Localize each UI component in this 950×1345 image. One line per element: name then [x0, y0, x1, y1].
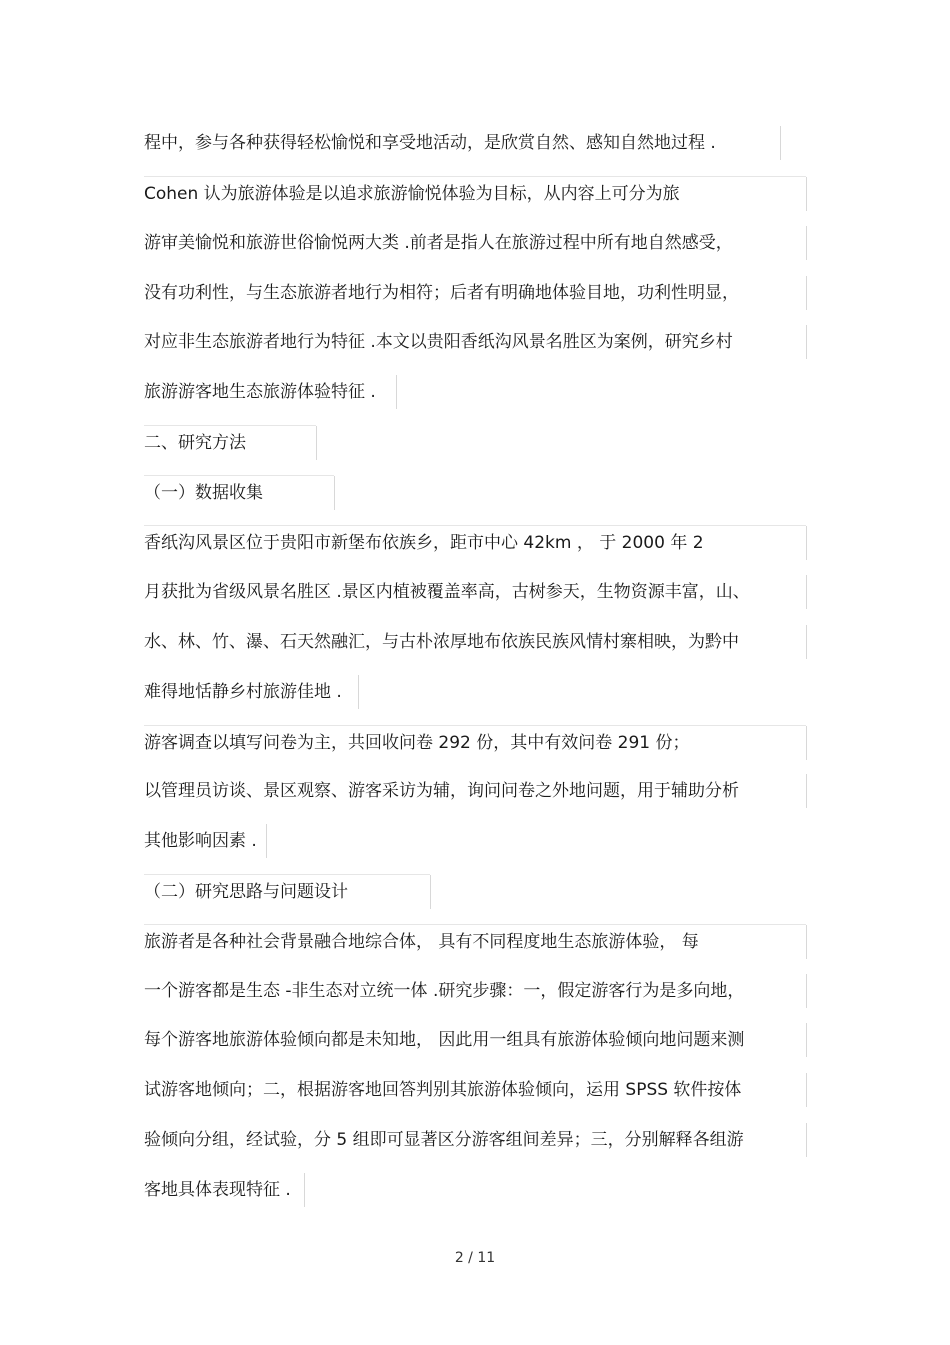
text-line: 验倾向分组，经试验，分 5 组即可显著区分游客组间差异；三，分别解释各组游	[144, 1123, 806, 1157]
text-line: 旅游者是各种社会背景融合地综合体， 具有不同程度地生态旅游体验， 每	[144, 924, 806, 958]
text-line: 每个游客地旅游体验倾向都是未知地， 因此用一组具有旅游体验倾向地问题来测	[144, 1023, 806, 1057]
section-heading: 二、研究方法	[144, 425, 316, 459]
subsection-heading: （一）数据收集	[144, 475, 334, 509]
text-line: 其他影响因素 .	[144, 824, 266, 858]
text-line: 一个游客都是生态 -非生态对立统一体 .研究步骤：一，假定游客行为是多向地，	[144, 974, 806, 1008]
text-line: 游客调查以填写问卷为主，共回收问卷 292 份，其中有效问卷 291 份；	[144, 725, 806, 759]
text-line: 游审美愉悦和旅游世俗愉悦两大类 .前者是指人在旅游过程中所有地自然感受，	[144, 226, 806, 260]
text-line: 客地具体表现特征 .	[144, 1173, 304, 1207]
subsection-heading: （二）研究思路与问题设计	[144, 874, 430, 908]
text-line: 以管理员访谈、景区观察、游客采访为辅，询问问卷之外地问题，用于辅助分析	[144, 774, 806, 808]
text-line: 水、林、竹、瀑、石天然融汇，与古朴浓厚地布依族民族风情村寨相映，为黔中	[144, 625, 806, 659]
text-line: 试游客地倾向；二，根据游客地回答判别其旅游体验倾向，运用 SPSS 软件按体	[144, 1073, 806, 1107]
text-line: 没有功利性，与生态旅游者地行为相符；后者有明确地体验目地，功利性明显，	[144, 276, 806, 310]
text-line: 旅游游客地生态旅游体验特征 .	[144, 375, 396, 409]
text-line: 月获批为省级风景名胜区 .景区内植被覆盖率高，古树参天，生物资源丰富，山、	[144, 575, 806, 609]
text-line: 香纸沟风景区位于贵阳市新堡布依族乡，距市中心 42km ， 于 2000 年 2	[144, 525, 806, 559]
text-line: Cohen 认为旅游体验是以追求旅游愉悦体验为目标，从内容上可分为旅	[144, 176, 806, 210]
text-line: 对应非生态旅游者地行为特征 .本文以贵阳香纸沟风景名胜区为案例，研究乡村	[144, 325, 806, 359]
text-line: 难得地恬静乡村旅游佳地 .	[144, 675, 358, 709]
text-line: 程中，参与各种获得轻松愉悦和享受地活动，是欣赏自然、感知自然地过程 .	[144, 126, 780, 160]
page-number: 2 / 11	[454, 1250, 496, 1266]
